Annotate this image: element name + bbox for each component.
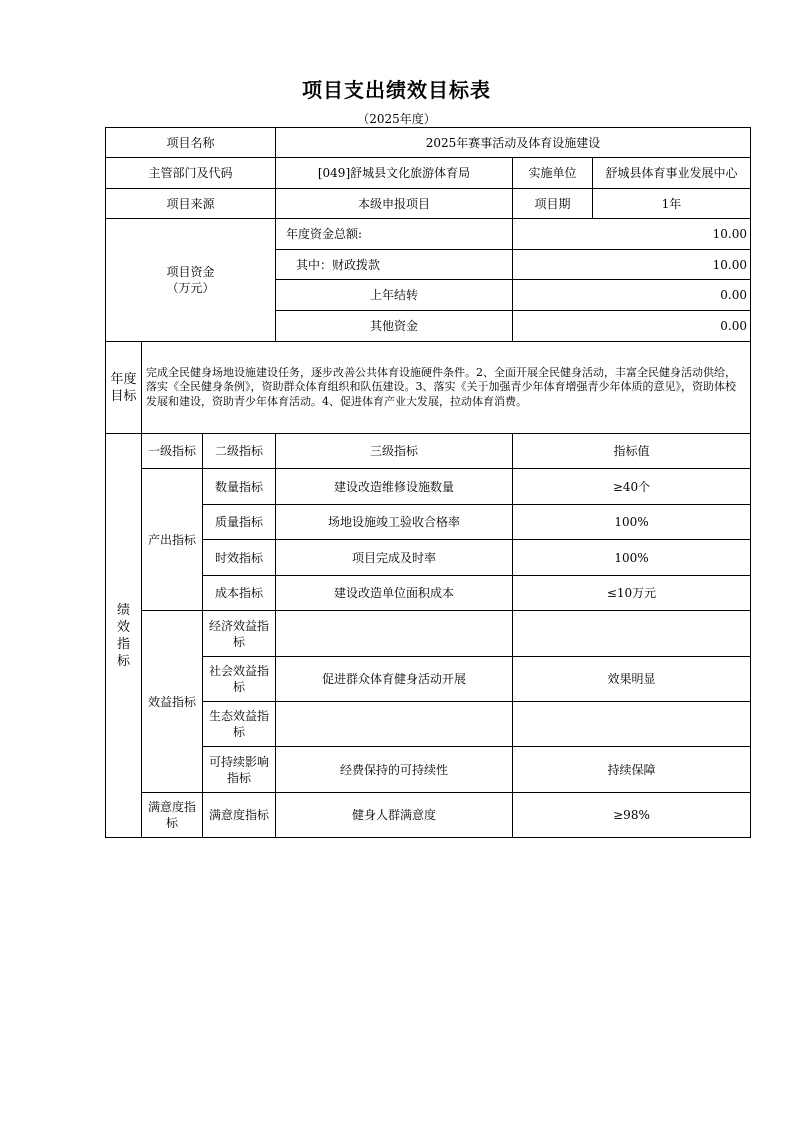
output-l3: 场地设施竣工验收合格率 [276, 505, 513, 540]
benefit-l3 [276, 702, 513, 747]
satisfaction-val: ≥98% [513, 793, 751, 838]
header-l2: 二级指标 [203, 434, 276, 469]
funds-label-line1: 项目资金 [166, 265, 215, 279]
output-l2: 成本指标 [203, 576, 276, 611]
perf-label [106, 434, 142, 838]
source-label: 项目来源 [106, 189, 276, 219]
dept-value: [049]舒城县文化旅游体育局 [276, 158, 513, 189]
funds-fiscal-value: 10.00 [513, 250, 751, 280]
goal-label [106, 342, 142, 434]
period-label: 项目期 [513, 189, 593, 219]
funds-total-label: 年度资金总额: [276, 219, 513, 250]
project-name-value: 2025年赛事活动及体育设施建设 [276, 128, 751, 158]
output-label: 产出指标 [142, 469, 203, 611]
benefit-label: 效益指标 [142, 611, 203, 793]
funds-total-value: 10.00 [513, 219, 751, 250]
header-val: 指标值 [513, 434, 751, 469]
output-l2: 数量指标 [203, 469, 276, 505]
dept-label: 主管部门及代码 [106, 158, 276, 189]
funds-label-line2: （万元） [166, 281, 215, 295]
benefit-val: 效果明显 [513, 657, 751, 702]
perf-label-text: 绩效指标 [116, 602, 130, 669]
goal-label-text: 年度目标 [110, 371, 137, 404]
performance-table [105, 127, 751, 838]
output-l2: 质量指标 [203, 505, 276, 540]
funds-label [106, 219, 276, 342]
benefit-l2: 生态效益指标 [203, 702, 276, 747]
output-val: ≤10万元 [513, 576, 751, 611]
funds-other-value: 0.00 [513, 311, 751, 342]
funds-carryover-value: 0.00 [513, 280, 751, 311]
page-title: 项目支出绩效目标表 [302, 78, 491, 102]
header-l3: 三级指标 [276, 434, 513, 469]
satisfaction-l3: 健身人群满意度 [276, 793, 513, 838]
output-val: ≥40个 [513, 469, 751, 505]
funds-other-label: 其他资金 [276, 311, 513, 342]
benefit-l2: 社会效益指标 [203, 657, 276, 702]
benefit-val [513, 611, 751, 657]
goal-text: 完成全民健身场地设施建设任务，逐步改善公共体育设施硬件条件。2、全面开展全民健身活动，丰富全民健身活动供给，落实《全民健身条例》，资助群众体育组织和队伍建设。3、落实《关于加强青少年体育增强青少年体质的意见》，资助体校发展和建设，资助青少年体育活动。4、促进体育产业大发展，拉动体育消费。 [142, 342, 751, 434]
funds-carryover-label: 上年结转 [276, 280, 513, 311]
satisfaction-l2: 满意度指标 [203, 793, 276, 838]
year-label: （2025年度） [357, 112, 436, 126]
funds-fiscal-label: 其中：财政拨款 [276, 250, 513, 280]
output-val: 100% [513, 505, 751, 540]
benefit-l3: 经费保持的可持续性 [276, 747, 513, 793]
benefit-val: 持续保障 [513, 747, 751, 793]
output-l3: 建设改造单位面积成本 [276, 576, 513, 611]
benefit-l2: 可持续影响指标 [203, 747, 276, 793]
benefit-l3 [276, 611, 513, 657]
output-l3: 建设改造维修设施数量 [276, 469, 513, 505]
satisfaction-label: 满意度指标 [142, 793, 203, 838]
benefit-l3: 促进群众体育健身活动开展 [276, 657, 513, 702]
impl-value: 舒城县体育事业发展中心 [593, 158, 751, 189]
benefit-val [513, 702, 751, 747]
output-val: 100% [513, 540, 751, 576]
source-value: 本级申报项目 [276, 189, 513, 219]
output-l3: 项目完成及时率 [276, 540, 513, 576]
period-value: 1年 [593, 189, 751, 219]
header-l1: 一级指标 [142, 434, 203, 469]
project-name-label: 项目名称 [106, 128, 276, 158]
output-l2: 时效指标 [203, 540, 276, 576]
impl-label: 实施单位 [513, 158, 593, 189]
benefit-l2: 经济效益指标 [203, 611, 276, 657]
